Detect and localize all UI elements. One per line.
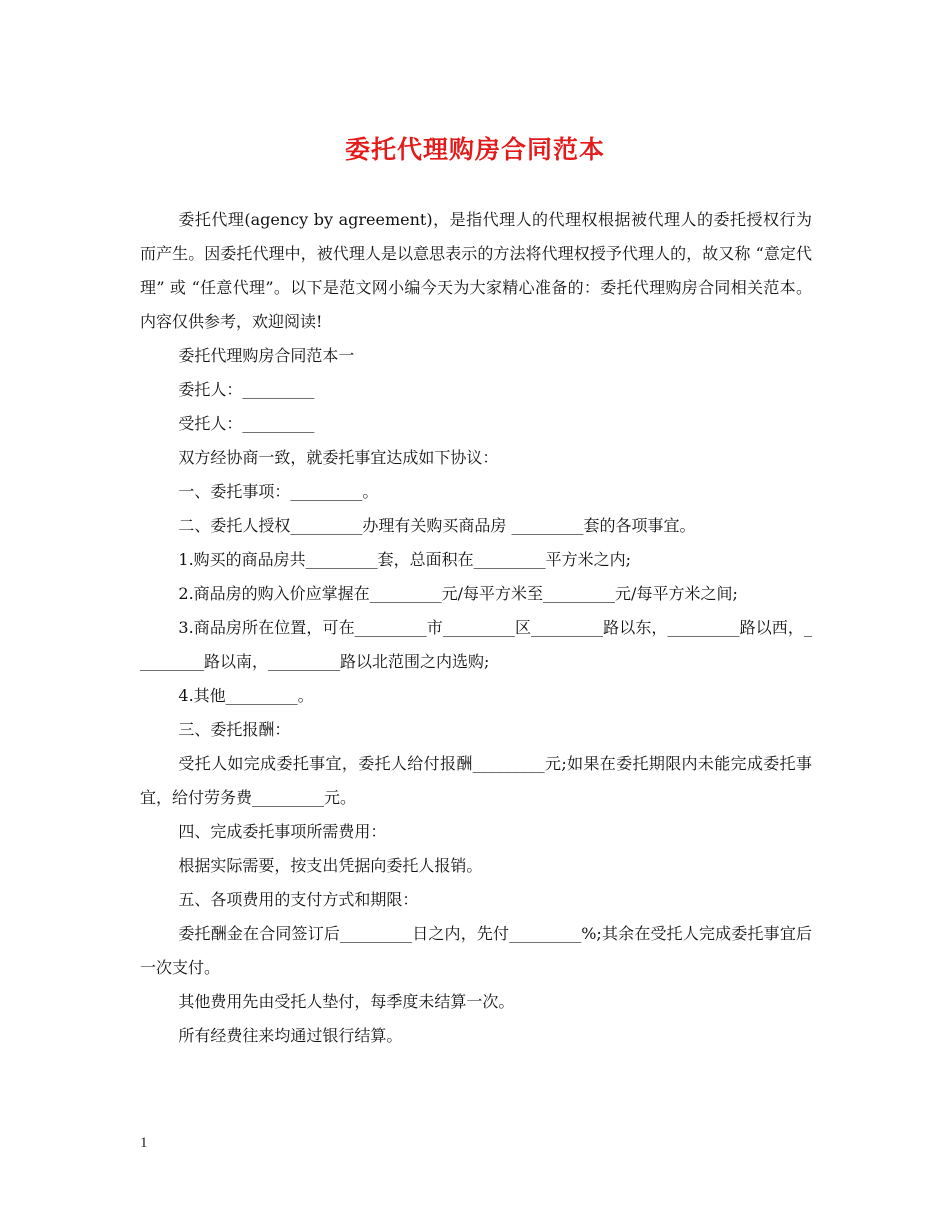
agent-field: 受托人：_________	[178, 414, 315, 433]
clause-2-item-4: 4.其他_________。	[178, 686, 314, 705]
clause-3-body: 受托人如完成委托事宜，委托人给付报酬_________元;如果在委托期限内未能完成委托事宜，给付劳务费_________元。	[140, 754, 812, 807]
page-number: 1	[140, 1135, 148, 1151]
agreement-statement: 双方经协商一致，就委托事宜达成如下协议：	[178, 448, 499, 467]
document-body	[140, 203, 812, 1053]
clause-2-item-2: 2.商品房的购入价应掌握在_________元/每平方米至_________元/每平方米之间;	[178, 584, 738, 603]
clause-2-item-3: 3.商品房所在位置，可在_________市_________区_________路以东，_________路以西，_________路以南，_________路以北范围之内选购;	[140, 618, 812, 671]
intro-paragraph: 委托代理(agency by agreement)，是指代理人的代理权根据被代理人的委托授权行为而产生。因委托代理中，被代理人是以意思表示的方法将代理权授予代理人的，故又称 “意定代理” 或 “任意代理”。以下是范文网小编今天为大家精心准备的：委托代理购房合同相关范本。内容仅供参考，欢迎阅读!	[140, 210, 812, 331]
principal-field: 委托人：_________	[178, 380, 315, 399]
contract-heading: 委托代理购房合同范本一	[178, 346, 355, 365]
clause-1: 一、委托事项：_________。	[178, 482, 379, 501]
clause-2: 二、委托人授权_________办理有关购买商品房 _________套的各项事宜。	[178, 516, 696, 535]
clause-5-body-1: 委托酬金在合同签订后_________日之内，先付_________%;其余在受托人完成委托事宜后一次支付。	[140, 924, 812, 977]
document-title: 委托代理购房合同范本	[344, 135, 605, 164]
clause-4-heading: 四、完成委托事项所需费用：	[178, 822, 387, 841]
clause-2-item-1: 1.购买的商品房共_________套，总面积在_________平方米之内;	[178, 550, 632, 569]
clause-5-body-2: 其他费用先由受托人垫付，每季度未结算一次。	[178, 992, 515, 1011]
clause-5-body-3: 所有经费往来均通过银行结算。	[178, 1026, 403, 1045]
clause-4-body: 根据实际需要，按支出凭据向委托人报销。	[178, 856, 483, 875]
clause-3-heading: 三、委托报酬：	[178, 720, 291, 739]
clause-5-heading: 五、各项费用的支付方式和期限：	[178, 890, 419, 909]
